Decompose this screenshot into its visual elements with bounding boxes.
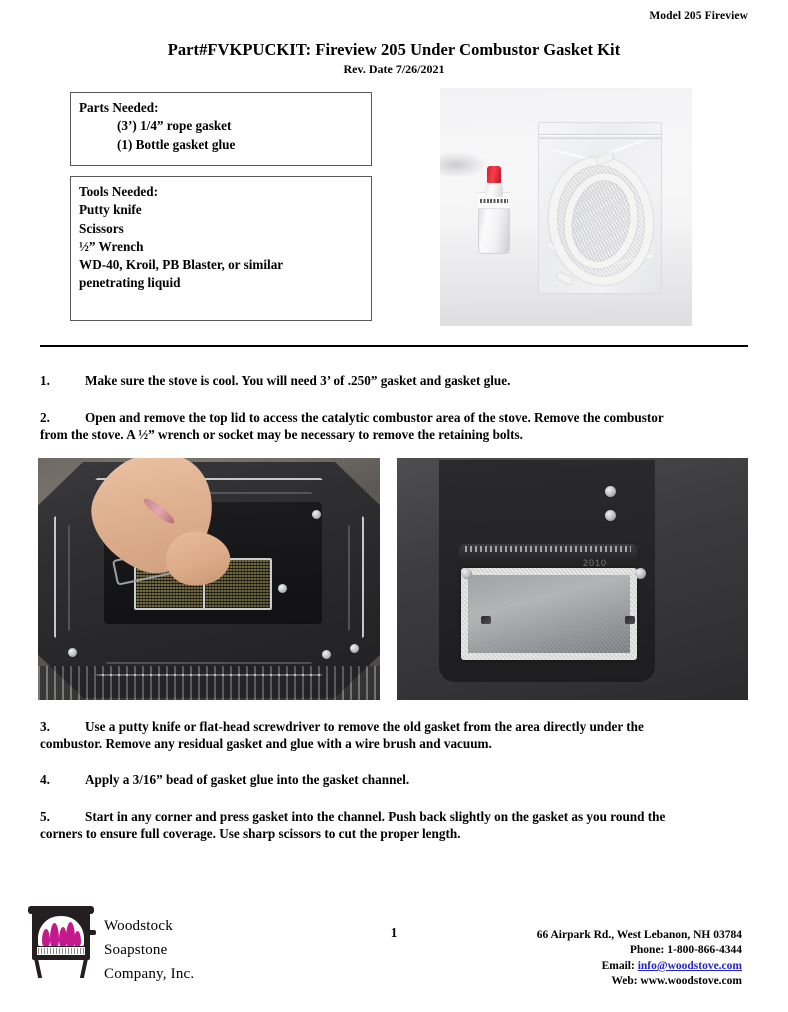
instruction-step [40, 772, 748, 789]
tools-needed-item: Putty knife [79, 202, 142, 218]
glue-bottle-cap [487, 166, 501, 183]
glue-bottle-neck [485, 181, 503, 197]
step-number: 2. [40, 410, 50, 425]
contact-web: Web: www.woodstove.com [611, 975, 742, 988]
step-text-continued: from the stove. A ½” wrench or socket may be necessary to remove the retaining bolts. [40, 426, 523, 442]
step-text: Start in any corner and press gasket into the channel. Push back slightly on the gasket as you round the [85, 809, 666, 824]
stove-icon-top [28, 906, 94, 914]
retaining-bolt [605, 486, 616, 497]
rope-gasket-texture [461, 568, 637, 660]
step-number: 3. [40, 719, 50, 734]
stove-icon-leg [80, 958, 88, 978]
retaining-bolt [350, 644, 359, 653]
page-title: Part#FVKPUCKIT: Fireview 205 Under Combustor Gasket Kit [167, 40, 621, 59]
tools-needed-item: WD-40, Kroil, PB Blaster, or similar [79, 257, 284, 273]
contact-email-link[interactable]: info@woodstove.com [637, 959, 742, 972]
contact-address: 66 Airpark Rd., West Lebanon, NH 03784 [536, 929, 742, 941]
step-text: Use a putty knife or flat-head screwdriver to remove the old gasket from the area directly under the [85, 719, 644, 734]
running-header: Model 205 Fireview [649, 10, 748, 22]
tools-needed-item: ½” Wrench [79, 238, 144, 254]
tools-needed-item: Scissors [79, 220, 124, 236]
woodstock-soapstone-logo [26, 906, 98, 982]
tools-needed-item: penetrating liquid [79, 275, 181, 291]
tools-needed-heading: Tools Needed: [79, 184, 159, 199]
step-text: Open and remove the top lid to access the catalytic combustor area of the stove. Remove the combustor [85, 410, 664, 425]
step-text: Apply a 3/16” bead of gasket glue into the gasket channel. [85, 772, 410, 787]
section-divider [40, 345, 748, 347]
tools-needed-box [70, 176, 372, 321]
residual-gasket-debris [465, 546, 631, 552]
casting-stamp: 2010 [583, 558, 608, 568]
instruction-step [40, 809, 748, 842]
parts-needed-box [70, 92, 372, 166]
retaining-bolt [605, 510, 616, 521]
retaining-bolt [278, 584, 287, 593]
bag-zipper [539, 134, 661, 139]
company-name-line: Company, Inc. [104, 966, 195, 982]
revision-date: Rev. Date 7/26/2021 [343, 62, 445, 76]
page-number: 1 [390, 925, 398, 940]
company-name-line: Woodstock [104, 918, 173, 934]
gasket-poly-bag [538, 122, 662, 294]
retaining-bolt [68, 648, 77, 657]
gasket-kit-photo [440, 88, 692, 326]
instruction-step [40, 410, 748, 443]
stove-front-ridges [38, 666, 380, 700]
step-number: 5. [40, 809, 50, 824]
gasket-channel-with-new-gasket [461, 568, 637, 660]
instruction-step [40, 719, 748, 752]
retaining-bolt [322, 650, 331, 659]
instruction-step [40, 373, 748, 390]
parts-needed-item: (1) Bottle gasket glue [117, 136, 236, 152]
step-text-continued: corners to ensure full coverage. Use sharp scissors to cut the proper length. [40, 825, 461, 841]
retaining-bolt [461, 568, 472, 579]
gasket-clip [625, 616, 635, 624]
title-block [0, 40, 788, 77]
contact-email-label: Email: [601, 959, 635, 972]
rope-gasket-end [556, 272, 573, 285]
retaining-bolt [635, 568, 646, 579]
stove-icon-grate [36, 946, 86, 956]
photo-gasket-channel [397, 458, 748, 700]
retaining-bolt [312, 510, 321, 519]
glue-bottle [478, 166, 510, 254]
parts-needed-heading: Parts Needed: [79, 100, 159, 115]
contact-phone: Phone: 1-800-866-4344 [629, 944, 742, 957]
stove-icon-grate-texture [38, 948, 84, 954]
contact-info [537, 928, 742, 990]
step-text-continued: combustor. Remove any residual gasket and glue with a wire brush and vacuum. [40, 735, 492, 751]
contact-email-row [537, 959, 742, 974]
step-number: 1. [40, 373, 50, 388]
step-number: 4. [40, 772, 50, 787]
gasket-clip [481, 616, 491, 624]
parts-needed-item: (3’) 1/4” rope gasket [117, 118, 232, 134]
stove-icon-leg [34, 958, 42, 978]
glue-bottle-label-text [480, 199, 508, 203]
photo-combustor-removal [38, 458, 380, 700]
step-text: Make sure the stove is cool. You will need 3’ of .250” gasket and gasket glue. [85, 373, 511, 388]
company-name-line: Soapstone [104, 942, 168, 958]
